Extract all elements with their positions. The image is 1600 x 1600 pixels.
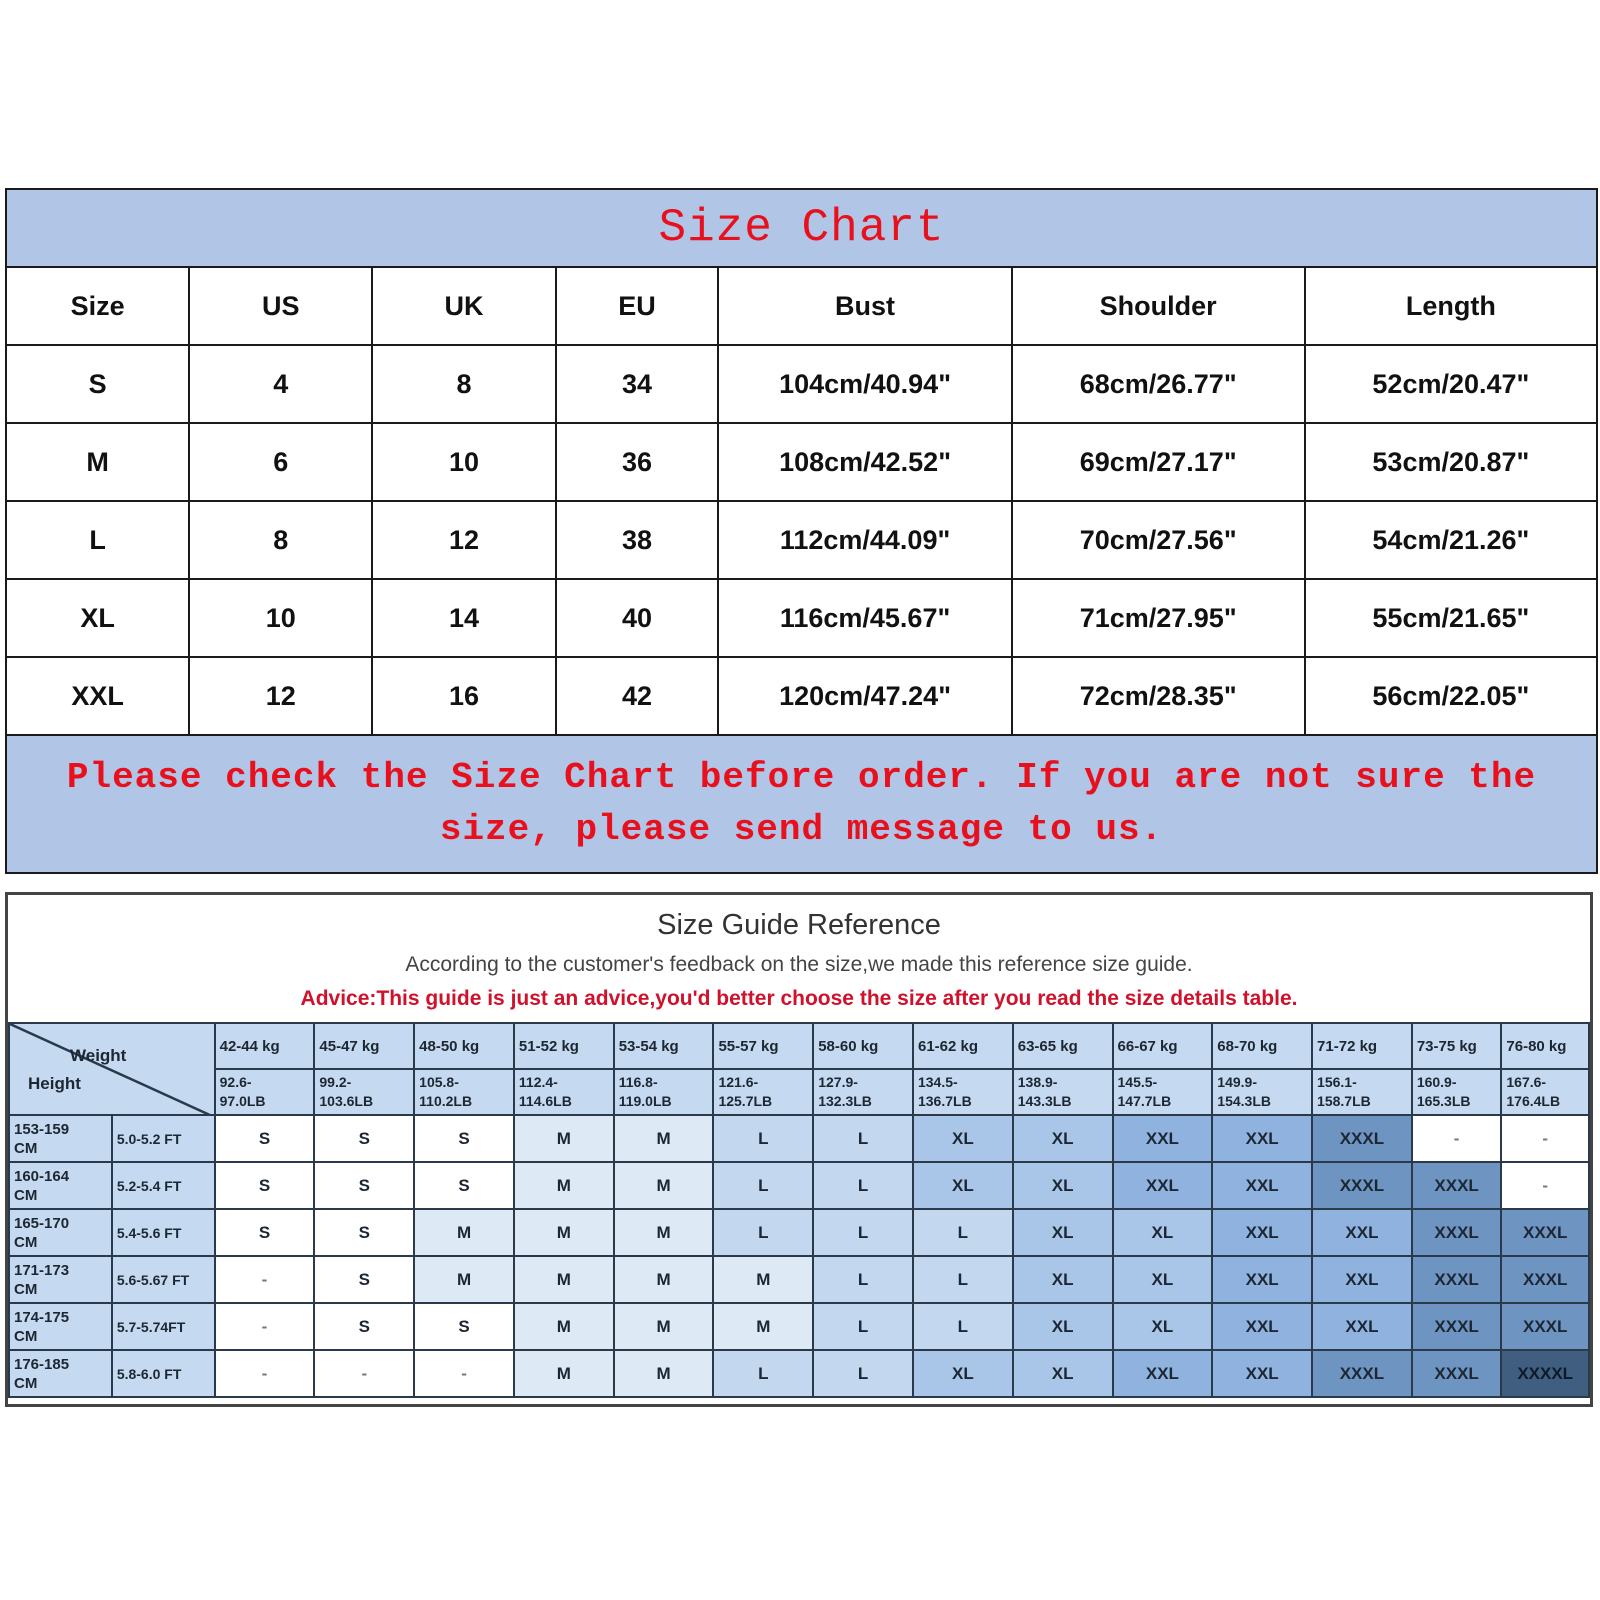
size-recommendation-cell: XL — [1013, 1303, 1113, 1350]
size-recommendation-cell: XXL — [1212, 1350, 1312, 1397]
weight-lb-from: 145.5- — [1117, 1074, 1158, 1090]
table-cell: 116cm/45.67" — [718, 579, 1011, 657]
size-recommendation-cell: M — [614, 1303, 714, 1350]
weight-kg-header: 45-47 kg — [314, 1023, 414, 1069]
size-chart-table — [5, 188, 1598, 874]
size-recommendation-cell: XL — [1113, 1303, 1213, 1350]
size-recommendation-cell: S — [215, 1209, 315, 1256]
table-row — [9, 1115, 1589, 1162]
table-cell: 36 — [556, 423, 719, 501]
table-row — [9, 1256, 1589, 1303]
weight-lb-header — [713, 1069, 813, 1115]
size-recommendation-cell: XXXL — [1501, 1256, 1589, 1303]
height-cm-range: 160-164 — [14, 1167, 70, 1185]
table-row — [6, 657, 1597, 735]
size-recommendation-cell: XXL — [1212, 1256, 1312, 1303]
diagonal-divider-icon — [10, 1024, 212, 1116]
size-recommendation-cell: M — [614, 1162, 714, 1209]
size-recommendation-cell: XL — [1013, 1209, 1113, 1256]
weight-lb-from: 105.8- — [419, 1074, 459, 1090]
weight-lb-from: 167.6- — [1506, 1074, 1547, 1090]
table-row — [9, 1209, 1589, 1256]
size-recommendation-cell: XXL — [1113, 1115, 1213, 1162]
column-header: Length — [1305, 267, 1597, 345]
size-recommendation-cell: XXL — [1312, 1303, 1412, 1350]
size-chart-title: Size Chart — [6, 189, 1597, 267]
size-recommendation-cell: L — [913, 1303, 1013, 1350]
weight-kg-row — [9, 1023, 1589, 1069]
weight-lb-to: 110.2LB — [419, 1093, 473, 1109]
size-recommendation-cell: XL — [1113, 1209, 1213, 1256]
weight-lb-from: 127.9- — [818, 1074, 858, 1090]
table-cell: 120cm/47.24" — [718, 657, 1011, 735]
column-header: Bust — [718, 267, 1011, 345]
weight-lb-to: 103.6LB — [319, 1093, 374, 1109]
height-cm-unit: CM — [14, 1139, 38, 1157]
weight-lb-header — [614, 1069, 714, 1115]
weight-lb-to: 158.7LB — [1317, 1093, 1371, 1109]
height-ft-cell: 5.2-5.4 FT — [112, 1162, 215, 1209]
size-recommendation-cell: L — [813, 1350, 913, 1397]
table-cell: 52cm/20.47" — [1305, 345, 1597, 423]
table-cell: 10 — [189, 579, 372, 657]
weight-lb-header — [813, 1069, 913, 1115]
size-guide-subtitle: According to the customer's feedback on the size,we made this reference size guide. — [405, 953, 1193, 976]
table-cell: 53cm/20.87" — [1305, 423, 1597, 501]
height-cm-unit: CM — [14, 1233, 38, 1251]
size-recommendation-cell: XL — [913, 1350, 1013, 1397]
weight-lb-header — [414, 1069, 514, 1115]
weight-lb-to: 154.3LB — [1217, 1093, 1271, 1109]
size-recommendation-cell: L — [813, 1162, 913, 1209]
height-cm-unit: CM — [14, 1327, 38, 1345]
table-corner-cell — [9, 1023, 215, 1115]
size-recommendation-cell: XL — [1013, 1350, 1113, 1397]
size-recommendation-cell: - — [1501, 1162, 1589, 1209]
size-recommendation-cell: - — [215, 1303, 315, 1350]
size-recommendation-cell: XL — [913, 1162, 1013, 1209]
size-recommendation-cell: XXL — [1113, 1350, 1213, 1397]
size-recommendation-cell: XXXL — [1412, 1209, 1502, 1256]
height-ft-cell: 5.7-5.74FT — [112, 1303, 215, 1350]
table-cell: 104cm/40.94" — [718, 345, 1011, 423]
weight-lb-to: 125.7LB — [718, 1093, 773, 1109]
size-recommendation-cell: L — [813, 1303, 913, 1350]
table-row — [6, 501, 1597, 579]
size-recommendation-cell: XXL — [1212, 1209, 1312, 1256]
size-recommendation-cell: L — [813, 1115, 913, 1162]
size-recommendation-cell: S — [215, 1162, 315, 1209]
table-cell: 72cm/28.35" — [1012, 657, 1305, 735]
height-cm-unit: CM — [14, 1374, 38, 1392]
height-cm-range: 171-173 — [14, 1261, 70, 1279]
height-ft-cell: 5.8-6.0 FT — [112, 1350, 215, 1397]
height-cm-range: 153-159 — [14, 1120, 70, 1138]
weight-lb-from: 99.2- — [319, 1074, 352, 1090]
table-row — [9, 1303, 1589, 1350]
table-cell: 40 — [556, 579, 719, 657]
table-cell: 54cm/21.26" — [1305, 501, 1597, 579]
size-recommendation-cell: - — [314, 1350, 414, 1397]
weight-lb-header — [314, 1069, 414, 1115]
height-ft-cell: 5.0-5.2 FT — [112, 1115, 215, 1162]
table-cell: 69cm/27.17" — [1012, 423, 1305, 501]
size-recommendation-cell: XXL — [1113, 1162, 1213, 1209]
size-recommendation-cell: L — [713, 1209, 813, 1256]
size-recommendation-cell: S — [314, 1303, 414, 1350]
weight-kg-header: 55-57 kg — [713, 1023, 813, 1069]
weight-lb-to: 165.3LB — [1416, 1093, 1471, 1109]
size-recommendation-cell: XXXL — [1412, 1303, 1502, 1350]
size-recommendation-cell: XXXL — [1501, 1209, 1589, 1256]
height-cm-range: 174-175 — [14, 1308, 70, 1326]
size-recommendation-cell: XL — [913, 1115, 1013, 1162]
size-recommendation-cell: S — [314, 1256, 414, 1303]
size-recommendation-cell: M — [514, 1256, 614, 1303]
weight-kg-header: 42-44 kg — [215, 1023, 315, 1069]
weight-kg-header: 51-52 kg — [514, 1023, 614, 1069]
table-row — [6, 345, 1597, 423]
size-recommendation-cell: XXXXL — [1501, 1350, 1589, 1397]
size-recommendation-cell: XXL — [1212, 1115, 1312, 1162]
size-recommendation-cell: M — [614, 1209, 714, 1256]
size-recommendation-cell: S — [414, 1162, 514, 1209]
size-recommendation-cell: M — [713, 1303, 813, 1350]
weight-lb-to: 97.0LB — [219, 1093, 266, 1109]
size-recommendation-cell: L — [913, 1209, 1013, 1256]
size-recommendation-cell: XXL — [1312, 1256, 1412, 1303]
height-cm-cell — [9, 1162, 112, 1209]
weight-kg-header: 53-54 kg — [614, 1023, 714, 1069]
height-cm-unit: CM — [14, 1280, 38, 1298]
height-cm-cell — [9, 1115, 112, 1162]
column-header: Shoulder — [1012, 267, 1305, 345]
height-ft-cell: 5.6-5.67 FT — [112, 1256, 215, 1303]
weight-lb-to: 136.7LB — [917, 1093, 972, 1109]
table-cell: M — [6, 423, 189, 501]
size-recommendation-cell: XXXL — [1412, 1162, 1502, 1209]
size-recommendation-cell: M — [414, 1209, 514, 1256]
table-row — [9, 1350, 1589, 1397]
weight-lb-header — [1013, 1069, 1113, 1115]
table-cell: 42 — [556, 657, 719, 735]
size-recommendation-cell: S — [314, 1209, 414, 1256]
table-cell: 12 — [372, 501, 555, 579]
size-recommendation-cell: S — [314, 1115, 414, 1162]
table-cell: 12 — [189, 657, 372, 735]
height-cm-cell — [9, 1303, 112, 1350]
size-recommendation-cell: L — [913, 1256, 1013, 1303]
weight-lb-to: 132.3LB — [818, 1093, 872, 1109]
table-cell: 70cm/27.56" — [1012, 501, 1305, 579]
table-cell: S — [6, 345, 189, 423]
height-cm-range: 165-170 — [14, 1214, 70, 1232]
height-cm-unit: CM — [14, 1186, 38, 1204]
size-recommendation-cell: L — [813, 1256, 913, 1303]
size-recommendation-cell: - — [414, 1350, 514, 1397]
size-recommendation-cell: M — [514, 1303, 614, 1350]
size-recommendation-cell: XL — [1013, 1162, 1113, 1209]
column-header: EU — [556, 267, 719, 345]
column-header: US — [189, 267, 372, 345]
weight-kg-header: 66-67 kg — [1113, 1023, 1213, 1069]
size-recommendation-cell: - — [215, 1350, 315, 1397]
size-recommendation-cell: M — [614, 1350, 714, 1397]
weight-lb-from: 156.1- — [1317, 1074, 1357, 1090]
table-cell: 10 — [372, 423, 555, 501]
column-header: UK — [372, 267, 555, 345]
size-recommendation-cell: L — [813, 1209, 913, 1256]
table-cell: 108cm/42.52" — [718, 423, 1011, 501]
weight-lb-header — [1501, 1069, 1589, 1115]
weight-lb-header — [1113, 1069, 1213, 1115]
weight-kg-header: 73-75 kg — [1412, 1023, 1502, 1069]
height-ft-cell: 5.4-5.6 FT — [112, 1209, 215, 1256]
weight-lb-header — [1312, 1069, 1412, 1115]
size-guide-title: Size Guide Reference — [657, 909, 941, 941]
weight-kg-header: 63-65 kg — [1013, 1023, 1113, 1069]
weight-lb-header — [1412, 1069, 1502, 1115]
size-guide-advice: Advice:This guide is just an advice,you'd better choose the size after you read the size details table. — [300, 987, 1298, 1010]
table-cell: XXL — [6, 657, 189, 735]
table-cell: XL — [6, 579, 189, 657]
table-cell: 71cm/27.95" — [1012, 579, 1305, 657]
table-cell: 16 — [372, 657, 555, 735]
size-recommendation-cell: M — [514, 1162, 614, 1209]
table-cell: 112cm/44.09" — [718, 501, 1011, 579]
corner-weight-label: Weight — [70, 1046, 127, 1065]
height-cm-cell — [9, 1209, 112, 1256]
size-guide-panel — [5, 892, 1593, 1407]
weight-lb-from: 116.8- — [618, 1074, 658, 1090]
size-recommendation-cell: XXXL — [1312, 1115, 1412, 1162]
size-recommendation-cell: S — [215, 1115, 315, 1162]
height-cm-range: 176-185 — [14, 1355, 70, 1373]
size-chart-header-row — [6, 267, 1597, 345]
table-cell: 38 — [556, 501, 719, 579]
table-cell: 8 — [372, 345, 555, 423]
size-chart-note: Please check the Size Chart before order. If you are not sure the size, please send message to us. — [6, 735, 1597, 873]
size-recommendation-cell: M — [614, 1115, 714, 1162]
size-recommendation-cell: XL — [1013, 1256, 1113, 1303]
size-recommendation-cell: - — [215, 1256, 315, 1303]
weight-lb-from: 160.9- — [1416, 1074, 1457, 1090]
table-row — [6, 579, 1597, 657]
weight-lb-from: 149.9- — [1217, 1074, 1257, 1090]
weight-lb-to: 119.0LB — [618, 1093, 672, 1109]
weight-lb-header — [514, 1069, 614, 1115]
size-recommendation-cell: S — [414, 1303, 514, 1350]
table-cell: 68cm/26.77" — [1012, 345, 1305, 423]
table-row — [9, 1162, 1589, 1209]
size-recommendation-cell: M — [414, 1256, 514, 1303]
table-cell: 4 — [189, 345, 372, 423]
table-row — [6, 423, 1597, 501]
size-guide-table — [8, 1022, 1590, 1398]
weight-kg-header: 76-80 kg — [1501, 1023, 1589, 1069]
size-recommendation-cell: M — [514, 1115, 614, 1162]
size-recommendation-cell: - — [1412, 1115, 1502, 1162]
weight-lb-from: 121.6- — [718, 1074, 759, 1090]
size-recommendation-cell: S — [414, 1115, 514, 1162]
weight-lb-to: 147.7LB — [1117, 1093, 1172, 1109]
weight-kg-header: 68-70 kg — [1212, 1023, 1312, 1069]
weight-lb-to: 114.6LB — [518, 1093, 572, 1109]
table-cell: L — [6, 501, 189, 579]
weight-lb-from: 112.4- — [518, 1074, 558, 1090]
size-recommendation-cell: M — [713, 1256, 813, 1303]
weight-lb-header — [913, 1069, 1013, 1115]
weight-lb-header — [215, 1069, 315, 1115]
size-recommendation-cell: XL — [1113, 1256, 1213, 1303]
size-recommendation-cell: XXL — [1312, 1209, 1412, 1256]
size-recommendation-cell: XXL — [1212, 1162, 1312, 1209]
table-cell: 56cm/22.05" — [1305, 657, 1597, 735]
column-header: Size — [6, 267, 189, 345]
size-recommendation-cell: XXXL — [1501, 1303, 1589, 1350]
size-recommendation-cell: XXL — [1212, 1303, 1312, 1350]
corner-height-label: Height — [28, 1074, 81, 1093]
weight-lb-to: 143.3LB — [1017, 1093, 1072, 1109]
weight-lb-to: 176.4LB — [1506, 1093, 1561, 1109]
table-cell: 14 — [372, 579, 555, 657]
size-recommendation-cell: - — [1501, 1115, 1589, 1162]
size-recommendation-cell: XXXL — [1412, 1350, 1502, 1397]
weight-lb-row — [9, 1069, 1589, 1115]
weight-kg-header: 61-62 kg — [913, 1023, 1013, 1069]
weight-kg-header: 48-50 kg — [414, 1023, 514, 1069]
size-recommendation-cell: L — [713, 1350, 813, 1397]
weight-kg-header: 58-60 kg — [813, 1023, 913, 1069]
size-recommendation-cell: L — [713, 1115, 813, 1162]
size-recommendation-cell: XXXL — [1412, 1256, 1502, 1303]
weight-kg-header: 71-72 kg — [1312, 1023, 1412, 1069]
height-cm-cell — [9, 1256, 112, 1303]
table-cell: 6 — [189, 423, 372, 501]
height-cm-cell — [9, 1350, 112, 1397]
size-recommendation-cell: M — [614, 1256, 714, 1303]
size-recommendation-cell: M — [514, 1209, 614, 1256]
table-cell: 8 — [189, 501, 372, 579]
weight-lb-from: 92.6- — [219, 1074, 252, 1090]
size-recommendation-cell: S — [314, 1162, 414, 1209]
size-recommendation-cell: M — [514, 1350, 614, 1397]
size-recommendation-cell: XL — [1013, 1115, 1113, 1162]
size-recommendation-cell: XXXL — [1312, 1350, 1412, 1397]
table-cell: 34 — [556, 345, 719, 423]
table-cell: 55cm/21.65" — [1305, 579, 1597, 657]
weight-lb-from: 138.9- — [1017, 1074, 1058, 1090]
size-recommendation-cell: XXXL — [1312, 1162, 1412, 1209]
size-recommendation-cell: L — [713, 1162, 813, 1209]
weight-lb-from: 134.5- — [917, 1074, 958, 1090]
weight-lb-header — [1212, 1069, 1312, 1115]
